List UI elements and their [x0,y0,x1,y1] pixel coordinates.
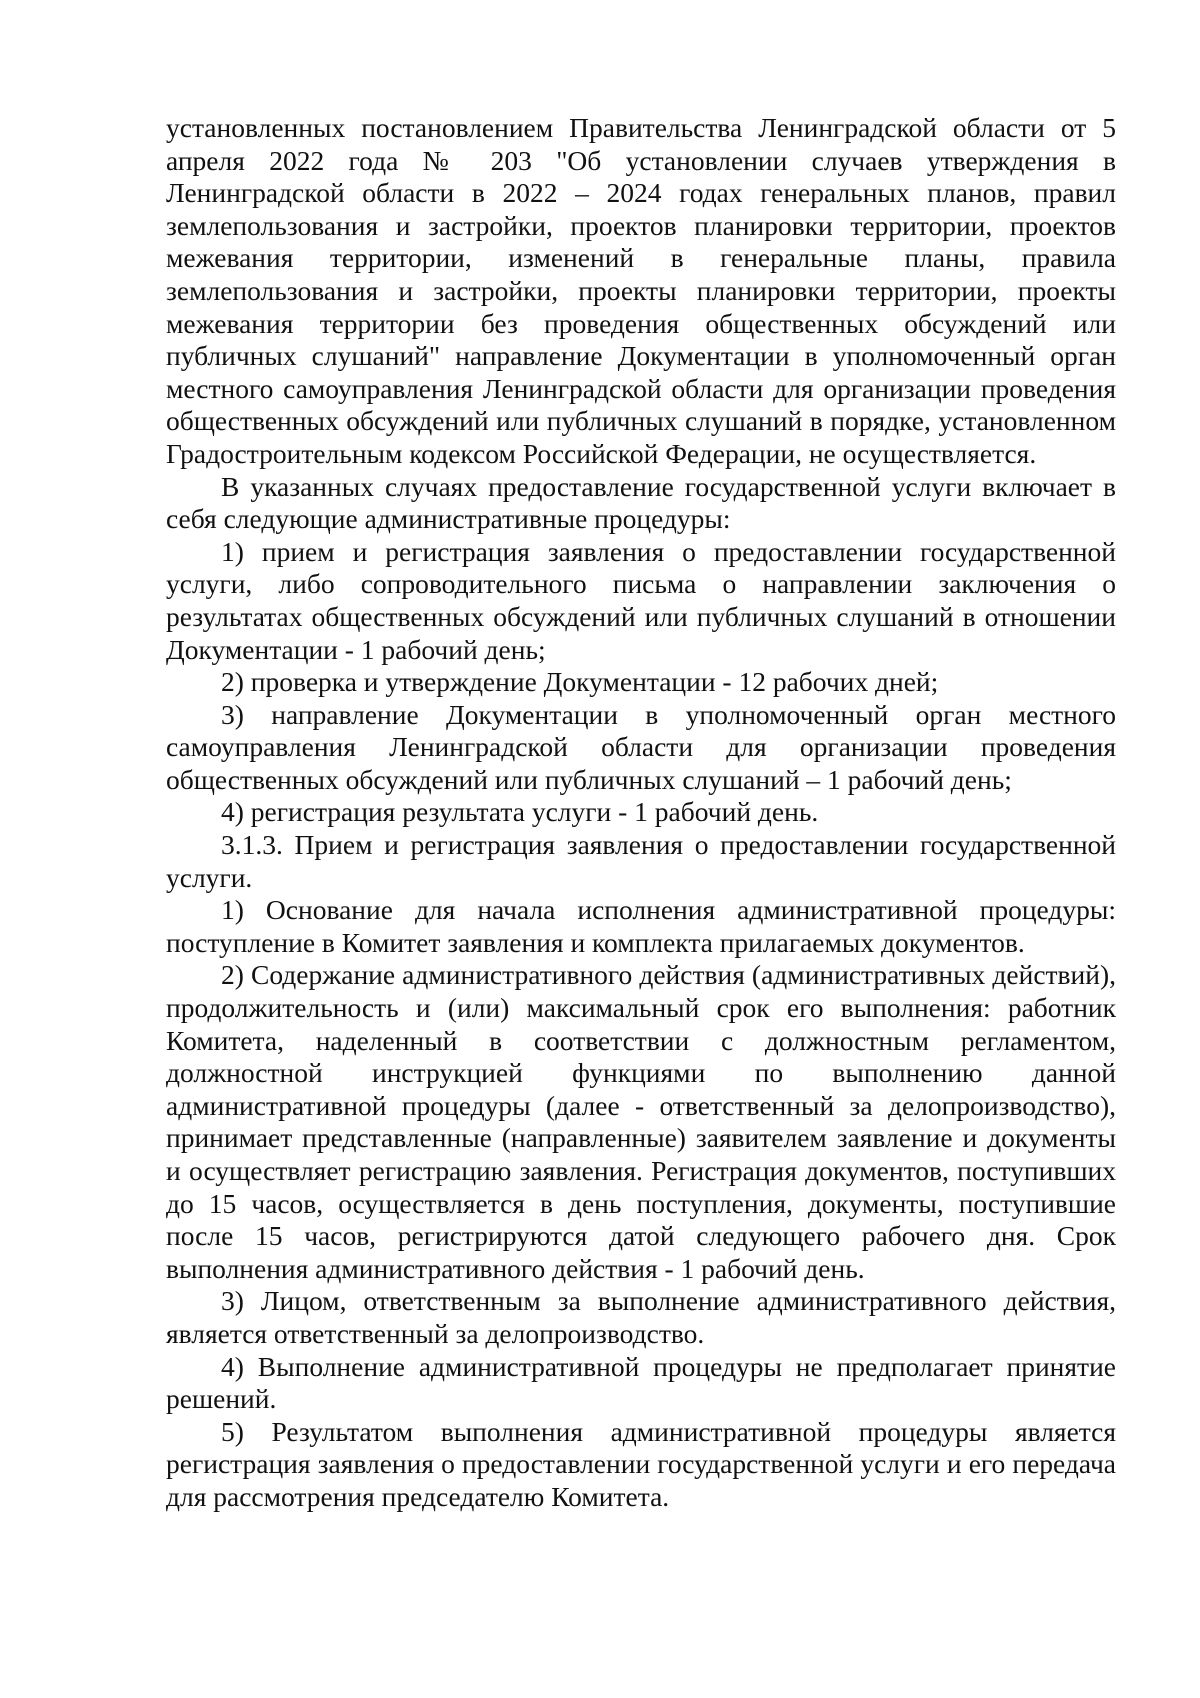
paragraph-responsible: 3) Лицом, ответственным за выполнение административного действия, является ответственный за делопроизводство. [166,1285,1116,1349]
paragraph-item-3: 3) направление Документации в уполномоченный орган местного самоуправления Ленинградской области для организации проведения общественных обсуждений или публичных слушаний – 1 рабочий день; [166,698,1116,795]
paragraph-content: 2) Содержание административного действия (административных действий), продолжительность и (или) максимальный срок его выполнения: работник Комитета, наделенный в соответствии с должностным регламентом, должностной инструкцией функциями по выполнению данной административной процедуры (далее - ответственный за делопроизводство), принимает представленные (направленные) заявителем заявление и документы и осуществляет регистрацию заявления. Регистрация документов, поступивших до 15 часов, осуществляется в день поступления, документы, поступившие после 15 часов, регистрируются датой следующего рабочего дня. Срок выполнения административного действия - 1 рабочий день. [166,959,1116,1284]
paragraph-item-4: 4) регистрация результата услуги - 1 рабочий день. [221,796,819,828]
paragraph-continuation: установленных постановлением Правительства Ленинградской области от 5 апреля 2022 года № 203 "Об установлении случаев утверждения в Ленинградской области в 2022 – 2024 годах генеральных планов, правил землепользования и застройки, проектов планировки территории, проектов межевания территории, изменений в генеральные планы, правила землепользования и застройки, проекты планировки территории, проекты межевания территории без проведения общественных обсуждений или публичных слушаний" направление Документации в уполномоченный орган местного самоуправления Ленинградской области для организации проведения общественных обсуждений или публичных слушаний в порядке, установленном Градостроительным кодексом Российской Федерации, не осуществляется. [166,112,1116,469]
paragraph-item-1: 1) прием и регистрация заявления о предоставлении государственной услуги, либо сопроводительного письма о направлении заключения о результатах общественных обсуждений или публичных слушаний в отношении Документации - 1 рабочий день; [166,535,1116,665]
document-body [166,112,1116,1514]
paragraph-decisions: 4) Выполнение административной процедуры не предполагает принятие решений. [166,1350,1116,1415]
paragraph-item-2: 2) проверка и утверждение Документации - 12 рабочих дней; [221,666,939,698]
section-heading-3-1-3: 3.1.3. Прием и регистрация заявления о предоставлении государственной услуги. [166,829,1116,893]
paragraph-procedures-intro: В указанных случаях предоставление государственной услуги включает в себя следующие административные процедуры: [166,470,1116,535]
paragraph-result: 5) Результатом выполнения административной процедуры является регистрация заявления о предоставлении государственной услуги и его передача для рассмотрения председателю Комитета. [166,1415,1116,1512]
paragraph-basis: 1) Основание для начала исполнения административной процедуры: поступление в Комитет заявления и комплекта прилагаемых документов. [166,894,1116,958]
